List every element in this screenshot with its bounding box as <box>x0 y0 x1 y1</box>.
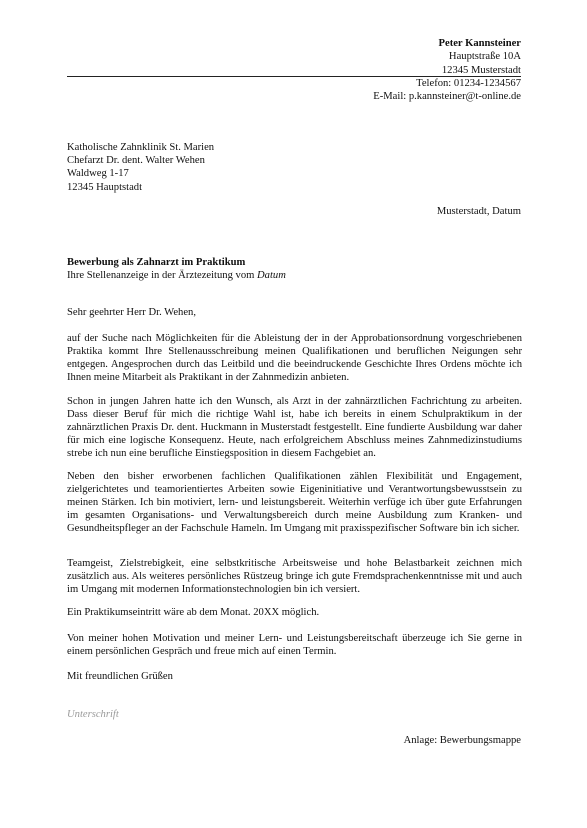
salutation-text: Sehr geehrter Herr Dr. Wehen, <box>67 307 196 318</box>
paragraph-text: Schon in jungen Jahren hatte ich den Wunsch, als Arzt in der zahnärztlichen Fachrichtung zu arbeiten. Dass dieser Beruf für mich die richtige Wahl ist, habe ich bereits in einem Schulpraktikum in der zahnärztlichen Praxis Dr. dent. Huckmann in Musterstadt festgestellt. Eine fundierte Ausbildung war daher für mich eine logische Konsequenz. Heute, nach erfolgreichem Abschluss meines Zahnmedizinstudiums strebe ich nun eine berufliche Einstiegsposition in diesem Fachgebiet an. <box>67 396 522 459</box>
sender-name: Peter Kannsteiner <box>438 38 521 49</box>
subject-reference-date: Datum <box>257 270 286 281</box>
subject-title: Bewerbung als Zahnarzt im Praktikum <box>67 257 246 268</box>
body-paragraph-1 <box>67 332 522 384</box>
enclosure-note: Anlage: Bewerbungsmappe <box>403 735 521 746</box>
recipient-line-3: Waldweg 1-17 <box>67 168 129 180</box>
sender-phone: Telefon: 01234-1234567 <box>416 77 521 89</box>
sender-address-block <box>373 37 521 103</box>
paragraph-text: Neben den bisher erworbenen fachlichen Qualifikationen zählen Flexibilität und Engagement, zielgerichtetes und teamorientiertes Arbeiten sowie Eigeninitiative und Verantwortungsbewusstsein zu meinen Stärken. Ich bin motiviert, lern- und leistungsbereit. Weiterhin verfüge ich über gute Erfahrungen im gesamten Organisations- und Verwaltungsbereich durch meine Ausbildung zum Kranken- und Gesundheitspfleger an der Fachschule Hameln. Im Umgang mit praxisspezifischer Software bin ich sicher. <box>67 471 522 534</box>
salutation <box>67 306 522 319</box>
body-paragraph-6 <box>67 632 522 658</box>
body-paragraph-2 <box>67 395 522 460</box>
body-paragraph-3 <box>67 470 522 535</box>
paragraph-text: Teamgeist, Zielstrebigkeit, eine selbstkritische Arbeitsweise und hohe Belastbarkeit zeichnen mich zusätzlich aus. Als weiteres persönliches Rüstzeug bringe ich gute Fremdsprachenkenntnisse mit und auch im Umgang mit modernen Informationstechnologien bin ich versiert. <box>67 558 522 595</box>
subject-block <box>67 256 286 282</box>
body-paragraph-4 <box>67 557 522 596</box>
paragraph-text: auf der Suche nach Möglichkeiten für die Ableistung der in der Approbationsordnung vorgeschriebenen Praktika kommt Ihre Stellenausschreibung meinen Qualifikationen und beruflichen Neigungen sehr entgegen. Angesprochen durch das Leitbild und die beeindruckende Geschichte Ihres Ordens möchte ich Ihnen meine Mitarbeit als Praktikant in der Zahnmedizin anbieten. <box>67 333 522 383</box>
sender-email: E-Mail: p.kannsteiner@t-online.de <box>373 91 521 103</box>
closing <box>67 670 522 683</box>
sender-street: Hauptstraße 10A <box>448 51 521 63</box>
body-paragraph-5 <box>67 606 522 619</box>
subject-reference <box>67 269 286 282</box>
subject-reference-prefix: Ihre Stellenanzeige in der Ärztezeitung vom <box>67 270 258 281</box>
letter-date: Musterstadt, Datum <box>436 206 521 217</box>
recipient-line-4: 12345 Hauptstadt <box>67 181 143 193</box>
header-divider <box>67 76 521 77</box>
paragraph-text: Ein Praktikumseintritt wäre ab dem Monat. 20XX möglich. <box>67 607 320 618</box>
recipient-line-2: Chefarzt Dr. dent. Walter Wehen <box>67 155 205 167</box>
closing-text: Mit freundlichen Grüßen <box>67 671 173 682</box>
recipient-address-block <box>67 141 214 194</box>
paragraph-text: Von meiner hohen Motivation und meiner Lern- und Leistungsbereitschaft überzeuge ich Sie gerne in einem persönlichen Gespräch und freue mich auf einen Termin. <box>67 633 522 657</box>
sender-city: 12345 Musterstadt <box>441 64 521 76</box>
signature-placeholder: Unterschrift <box>67 709 119 720</box>
recipient-line-1: Katholische Zahnklinik St. Marien <box>67 142 215 153</box>
